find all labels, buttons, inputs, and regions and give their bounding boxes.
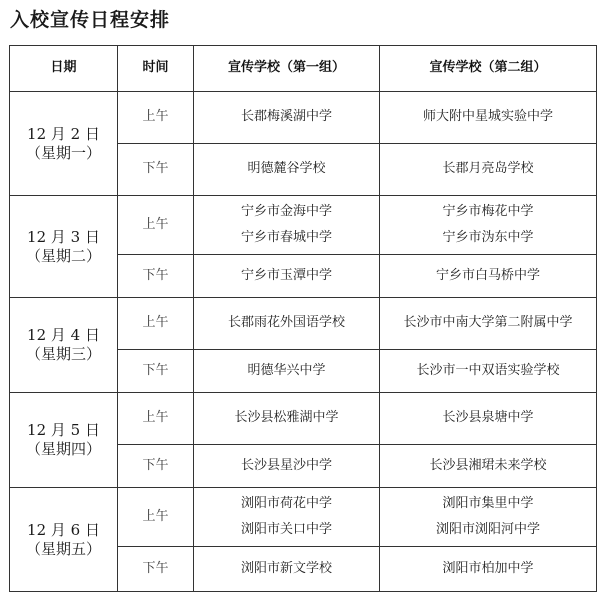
date-cell (10, 393, 118, 488)
date-text: 12 月 2 日 (27, 124, 100, 143)
school-name: 浏阳市关口中学 (240, 522, 332, 537)
school-cell (380, 547, 597, 592)
school-cell (194, 393, 380, 445)
table-row (10, 92, 597, 144)
date-text: 12 月 4 日 (27, 326, 100, 345)
date-text: 12 月 6 日 (27, 520, 100, 539)
header-group1: 宣传学校（第一组） (194, 46, 380, 92)
date-text: 12 月 5 日 (27, 421, 100, 440)
school-name: 长沙县湘珺未来学校 (429, 457, 547, 473)
school-cell (194, 445, 380, 488)
school-name: 师大附中星城实验中学 (422, 109, 553, 125)
school-name: 长沙县泉塘中学 (442, 410, 534, 426)
school-cell (194, 488, 380, 547)
school-name: 明德华兴中学 (247, 362, 326, 378)
school-name: 长沙县松雅湖中学 (234, 410, 339, 426)
date-cell (10, 196, 118, 298)
school-name: 长沙县星沙中学 (240, 457, 332, 473)
school-cell (194, 298, 380, 350)
page-title: 入校宣传日程安排 (10, 9, 171, 31)
school-name: 宁乡市春城中学 (240, 230, 332, 245)
header-time: 时间 (118, 46, 194, 92)
period-afternoon: 下午 (118, 547, 194, 592)
school-name: 明德麓谷学校 (247, 161, 326, 177)
school-name: 长郡月亮岛学校 (442, 161, 534, 177)
period-morning: 上午 (118, 298, 194, 350)
school-cell (194, 255, 380, 298)
date-cell (10, 488, 118, 592)
school-name: 长沙市一中双语实验学校 (416, 362, 560, 378)
table-row (10, 298, 597, 350)
table-row (10, 196, 597, 255)
school-name: 浏阳市集里中学 (442, 495, 534, 511)
school-cell (380, 255, 597, 298)
school-name: 宁乡市白马桥中学 (435, 267, 540, 283)
weekday-text: （星期三） (25, 345, 101, 363)
school-cell (380, 488, 597, 547)
school-cell (194, 92, 380, 144)
date-text: 12 月 3 日 (27, 227, 100, 246)
weekday-text: （星期一） (25, 143, 101, 162)
date-cell (10, 92, 118, 196)
school-cell (380, 350, 597, 393)
header-row (10, 46, 597, 92)
period-morning: 上午 (118, 196, 194, 255)
period-afternoon: 下午 (118, 445, 194, 488)
date-cell (10, 298, 118, 393)
table-row (10, 393, 597, 445)
school-cell (380, 196, 597, 255)
school-cell (380, 298, 597, 350)
header-date: 日期 (10, 46, 118, 92)
school-name: 长郡雨花外国语学校 (227, 315, 345, 331)
school-name: 浏阳市荷花中学 (240, 495, 332, 511)
school-cell (380, 92, 597, 144)
school-cell (194, 547, 380, 592)
school-cell (380, 144, 597, 196)
school-cell (194, 350, 380, 393)
table-row (10, 488, 597, 547)
weekday-text: （星期四） (25, 440, 101, 458)
period-afternoon: 下午 (118, 255, 194, 298)
school-name: 宁乡市沩东中学 (442, 230, 534, 245)
period-morning: 上午 (118, 393, 194, 445)
period-morning: 上午 (118, 92, 194, 144)
period-afternoon: 下午 (118, 144, 194, 196)
school-cell (194, 196, 380, 255)
school-name: 长沙市中南大学第二附属中学 (403, 315, 573, 331)
school-name: 浏阳市柏加中学 (442, 560, 534, 576)
schedule-table (9, 45, 597, 592)
period-afternoon: 下午 (118, 350, 194, 393)
school-name: 宁乡市玉潭中学 (240, 267, 332, 283)
school-name: 浏阳市浏阳河中学 (435, 522, 540, 537)
weekday-text: （星期二） (25, 246, 101, 265)
header-group2: 宣传学校（第二组） (380, 46, 597, 92)
school-cell (380, 393, 597, 445)
school-name: 宁乡市梅花中学 (442, 203, 534, 219)
weekday-text: （星期五） (25, 539, 101, 558)
school-name: 宁乡市金海中学 (240, 203, 332, 219)
period-morning: 上午 (118, 488, 194, 547)
school-cell (380, 445, 597, 488)
school-name: 浏阳市新文学校 (240, 560, 332, 576)
school-name: 长郡梅溪湖中学 (240, 109, 332, 125)
school-cell (194, 144, 380, 196)
